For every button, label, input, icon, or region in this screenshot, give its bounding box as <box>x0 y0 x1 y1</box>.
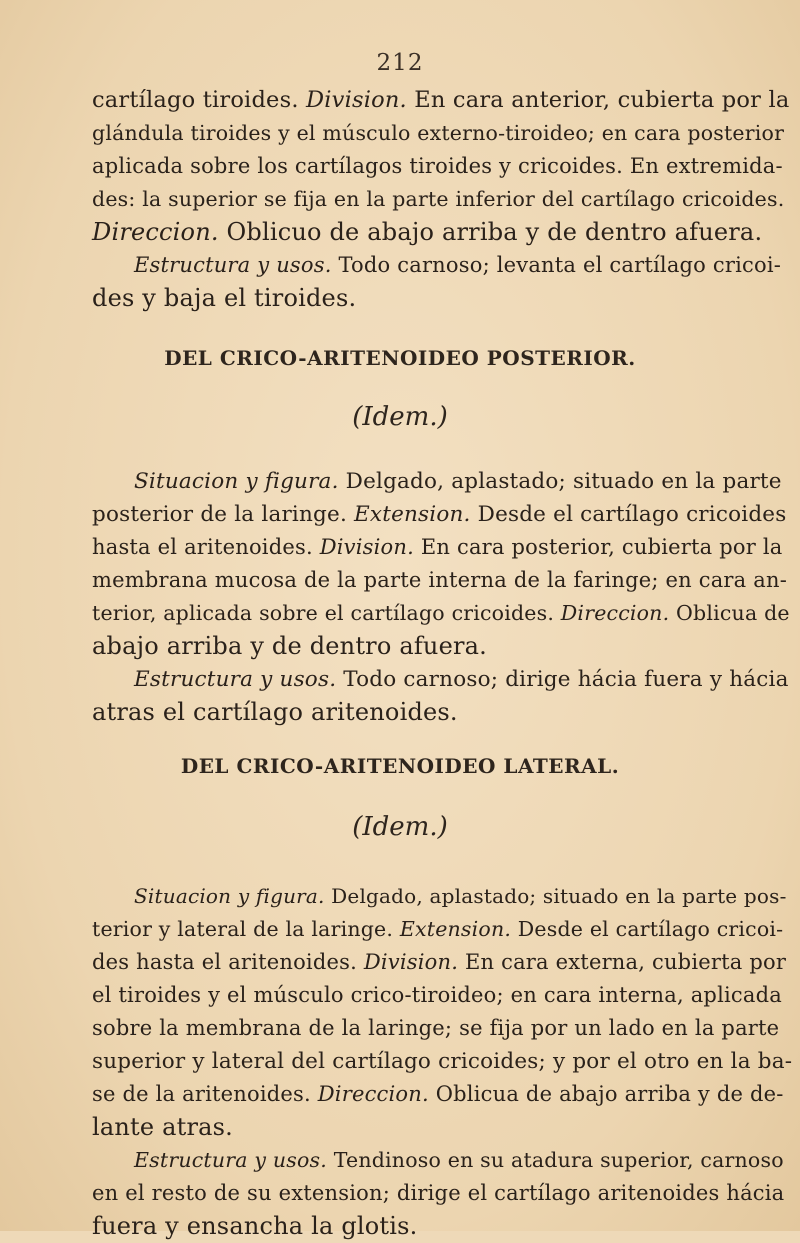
text-line: aplicada sobre los cartílagos tiroides y cricoides. En extremida- <box>92 154 783 178</box>
section-heading: DEL CRICO-ARITENOIDEO LATERAL. <box>180 754 620 778</box>
text-line: Estructura y usos. Todo carnoso; dirige hácia fuera y hácia <box>134 667 789 692</box>
text-line: atras el cartílago aritenoides. <box>92 698 458 726</box>
paragraph <box>92 465 792 663</box>
page-number: 212 <box>376 50 424 76</box>
text-line: terior y lateral de la laringe. Extension. Desde el cartílago cricoi- <box>92 917 784 941</box>
text-line: glándula tiroides y el músculo externo-tiroideo; en cara posterior <box>92 121 785 145</box>
text-line: des: la superior se fija en la parte inferior del cartílago cricoides. <box>92 187 785 211</box>
text-line: el tiroides y el músculo crico-tiroideo; en cara interna, aplicada <box>92 983 782 1007</box>
text-line: Estructura y usos. Todo carnoso; levanta el cartílago cricoi- <box>134 253 782 277</box>
text-line: en el resto de su extension; dirige el cartílago aritenoides hácia <box>92 1181 785 1205</box>
text-line: Situacion y figura. Delgado, aplastado; situado en la parte pos- <box>134 884 787 908</box>
section-heading: DEL CRICO-ARITENOIDEO POSTERIOR. <box>164 346 636 370</box>
text-line: abajo arriba y de dentro afuera. <box>92 632 487 660</box>
paragraph <box>92 84 792 249</box>
text-line: cartílago tiroides. Division. En cara anterior, cubierta por la <box>92 87 790 113</box>
text-line: Direccion. Oblicuo de abajo arriba y de dentro afuera. <box>92 218 763 246</box>
paragraph <box>92 663 792 729</box>
text-line: posterior de la laringe. Extension. Desde el cartílago cricoides <box>92 502 787 527</box>
text-line: hasta el aritenoides. Division. En cara posterior, cubierta por la <box>92 535 783 559</box>
text-line: des hasta el aritenoides. Division. En cara externa, cubierta por <box>92 950 787 974</box>
text-line: membrana mucosa de la parte interna de la faringe; en cara an- <box>92 568 787 592</box>
section-subheading: (Idem.) <box>352 812 448 842</box>
text-line: sobre la membrana de la laringe; se fija por un lado en la parte <box>92 1016 780 1040</box>
text-line: Situacion y figura. Delgado, aplastado; situado en la parte <box>134 469 782 494</box>
text-line: des y baja el tiroides. <box>92 284 357 312</box>
section-subheading: (Idem.) <box>352 402 448 432</box>
text-line: Estructura y usos. Tendinoso en su atadura superior, carnoso <box>134 1148 784 1172</box>
paragraph <box>92 249 792 315</box>
text-line: fuera y ensancha la glotis. <box>92 1212 418 1240</box>
text-line: se de la aritenoides. Direccion. Oblicua de abajo arriba y de de- <box>92 1082 784 1106</box>
text-line: lante atras. <box>92 1113 233 1141</box>
text-line: terior, aplicada sobre el cartílago cricoides. Direccion. Oblicua de <box>92 601 790 625</box>
paragraph <box>92 880 792 1144</box>
text-line: superior y lateral del cartílago cricoides; y por el otro en la ba- <box>92 1049 793 1074</box>
paragraph <box>92 1144 792 1243</box>
